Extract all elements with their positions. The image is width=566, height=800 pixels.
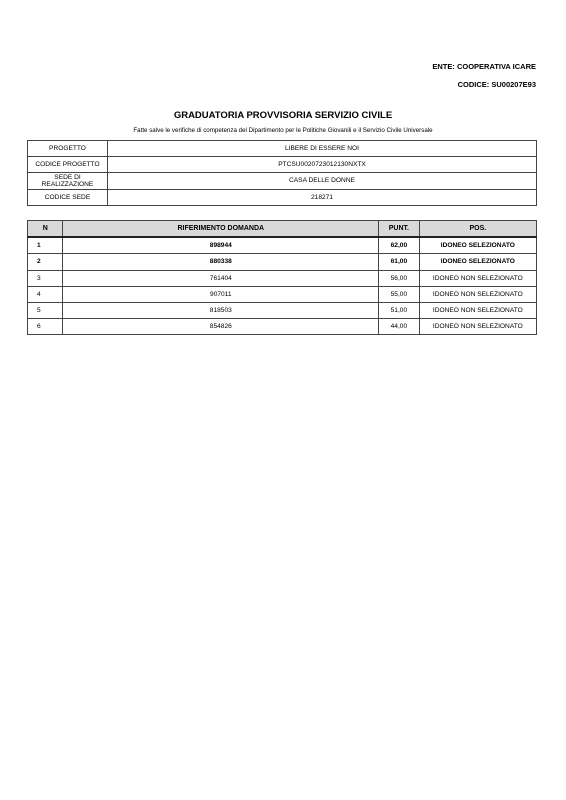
sede-label: SEDE DI REALIZZAZIONE — [28, 173, 108, 189]
row-n: 4 — [28, 286, 63, 302]
row-riferimento: 761404 — [63, 270, 379, 286]
row-pos: IDONEO NON SELEZIONATO — [419, 302, 536, 318]
row-punt: 55,00 — [379, 286, 420, 302]
row-riferimento: 898944 — [63, 237, 379, 254]
codice-ente-label: CODICE: SU00207E93 — [457, 80, 536, 89]
ranking-header-row — [28, 221, 537, 238]
header-riferimento: RIFERIMENTO DOMANDA — [63, 221, 379, 238]
row-n: 6 — [28, 319, 63, 335]
row-pos: IDONEO SELEZIONATO — [419, 254, 536, 270]
ranking-table — [27, 220, 537, 335]
row-punt: 61,00 — [379, 254, 420, 270]
project-info-table — [27, 140, 537, 206]
codice-sede-label: CODICE SEDE — [28, 189, 108, 205]
page-subtitle: Fatte salve le verifiche di competenza del Dipartimento per le Politiche Giovanili e il Servizio Civile Universale — [133, 127, 433, 134]
row-riferimento: 907011 — [63, 286, 379, 302]
row-riferimento: 818503 — [63, 302, 379, 318]
header-n: N — [28, 221, 63, 238]
info-row-codice-sede — [28, 189, 537, 205]
row-n: 1 — [28, 237, 63, 254]
row-n: 3 — [28, 270, 63, 286]
page-title: GRADUATORIA PROVVISORIA SERVIZIO CIVILE — [173, 110, 393, 121]
row-pos: IDONEO NON SELEZIONATO — [419, 319, 536, 335]
row-riferimento: 854826 — [63, 319, 379, 335]
row-punt: 56,00 — [379, 270, 420, 286]
header-punt: PUNT. — [379, 221, 420, 238]
table-row — [28, 237, 537, 254]
row-pos: IDONEO NON SELEZIONATO — [419, 286, 536, 302]
table-row — [28, 302, 537, 318]
row-n: 5 — [28, 302, 63, 318]
table-row — [28, 254, 537, 270]
sede-value: CASA DELLE DONNE — [108, 173, 537, 189]
codice-progetto-label: CODICE PROGETTO — [28, 157, 108, 173]
info-row-sede — [28, 173, 537, 189]
row-punt: 51,00 — [379, 302, 420, 318]
row-pos: IDONEO NON SELEZIONATO — [419, 270, 536, 286]
row-punt: 62,00 — [379, 237, 420, 254]
row-punt: 44,00 — [379, 319, 420, 335]
row-pos: IDONEO SELEZIONATO — [419, 237, 536, 254]
row-riferimento: 880338 — [63, 254, 379, 270]
progetto-value: LIBERE DI ESSERE NOI — [108, 141, 537, 157]
info-row-progetto — [28, 141, 537, 157]
table-row — [28, 319, 537, 335]
table-row — [28, 286, 537, 302]
header-pos: POS. — [419, 221, 536, 238]
row-n: 2 — [28, 254, 63, 270]
codice-progetto-value: PTCSU0020723012130NXTX — [108, 157, 537, 173]
codice-sede-value: 218271 — [108, 189, 537, 205]
ente-label: ENTE: COOPERATIVA ICARE — [432, 62, 536, 71]
progetto-label: PROGETTO — [28, 141, 108, 157]
info-row-codice-progetto — [28, 157, 537, 173]
table-row — [28, 270, 537, 286]
